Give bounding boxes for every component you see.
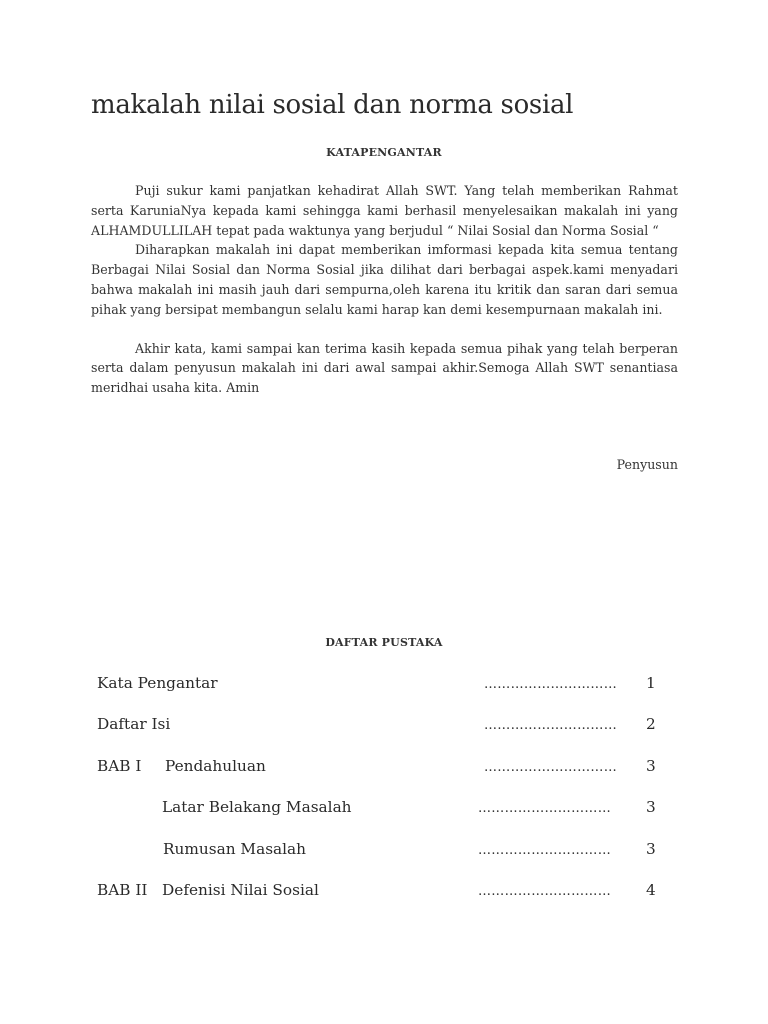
toc-label: Pendahuluan xyxy=(165,757,266,775)
toc-row xyxy=(0,715,768,755)
toc-dots: ………………………… xyxy=(484,677,617,692)
toc-heading: DAFTAR PUSTAKA xyxy=(325,636,443,649)
foreword-paragraph: Akhir kata, kami sampai kan terima kasih kepada semua pihak yang telah berperan serta dalam penyusun makalah ini dari awal sampai akhir.Semoga Allah SWT senantiasa meridhai usaha kita. Amin xyxy=(91,340,678,396)
toc-label: Defenisi Nilai Sosial xyxy=(162,881,319,899)
toc-row xyxy=(0,674,768,714)
foreword-paragraph: Diharapkan makalah ini dapat memberikan imformasi kepada kita semua tentang Berbagai Nilai Sosial dan Norma Sosial jika dilihat dari berbagai aspek.kami menyadari bahwa makalah ini masih jauh dari sempurna,oleh karena itu kritik dan saran dari semua pihak yang bersipat membangun selalu kami harap kan demi kesempurnaan makalah ini. xyxy=(91,242,678,317)
toc-label: Daftar Isi xyxy=(97,715,171,733)
toc-page-number: 3 xyxy=(646,757,656,775)
toc-chapter: BAB II xyxy=(97,881,148,899)
toc-page-number: 3 xyxy=(646,840,656,858)
toc-label: Latar Belakang Masalah xyxy=(162,798,352,816)
toc-row xyxy=(0,840,768,880)
toc-page-number: 3 xyxy=(646,798,656,816)
page-title: makalah nilai sosial dan norma sosial xyxy=(91,90,574,120)
toc-page-number: 2 xyxy=(646,715,656,733)
toc-dots: ………………………… xyxy=(478,801,611,816)
toc-row xyxy=(0,881,768,921)
toc-dots: ………………………… xyxy=(478,884,611,899)
toc-page-number: 1 xyxy=(646,674,656,692)
toc-dots: ………………………… xyxy=(484,760,617,775)
toc-label: Rumusan Masalah xyxy=(163,840,307,858)
signature: Penyusun xyxy=(616,457,678,472)
toc-dots: ………………………… xyxy=(484,718,617,733)
toc-dots: ………………………… xyxy=(478,843,611,858)
toc-row xyxy=(0,798,768,838)
foreword-body xyxy=(91,181,678,398)
foreword-heading: KATAPENGANTAR xyxy=(326,146,442,159)
toc-chapter: BAB I xyxy=(97,757,142,775)
toc-row xyxy=(0,757,768,797)
toc-label: Kata Pengantar xyxy=(97,674,218,692)
toc-page-number: 4 xyxy=(646,881,656,899)
foreword-paragraph: Puji sukur kami panjatkan kehadirat Allah SWT. Yang telah memberikan Rahmat serta KaruniaNya kepada kami sehingga kami berhasil menyelesaikan makalah ini yang ALHAMDULLILAH tepat pada waktunya yang berjudul “ Nilai Sosial dan Norma Sosial “ xyxy=(91,183,678,238)
